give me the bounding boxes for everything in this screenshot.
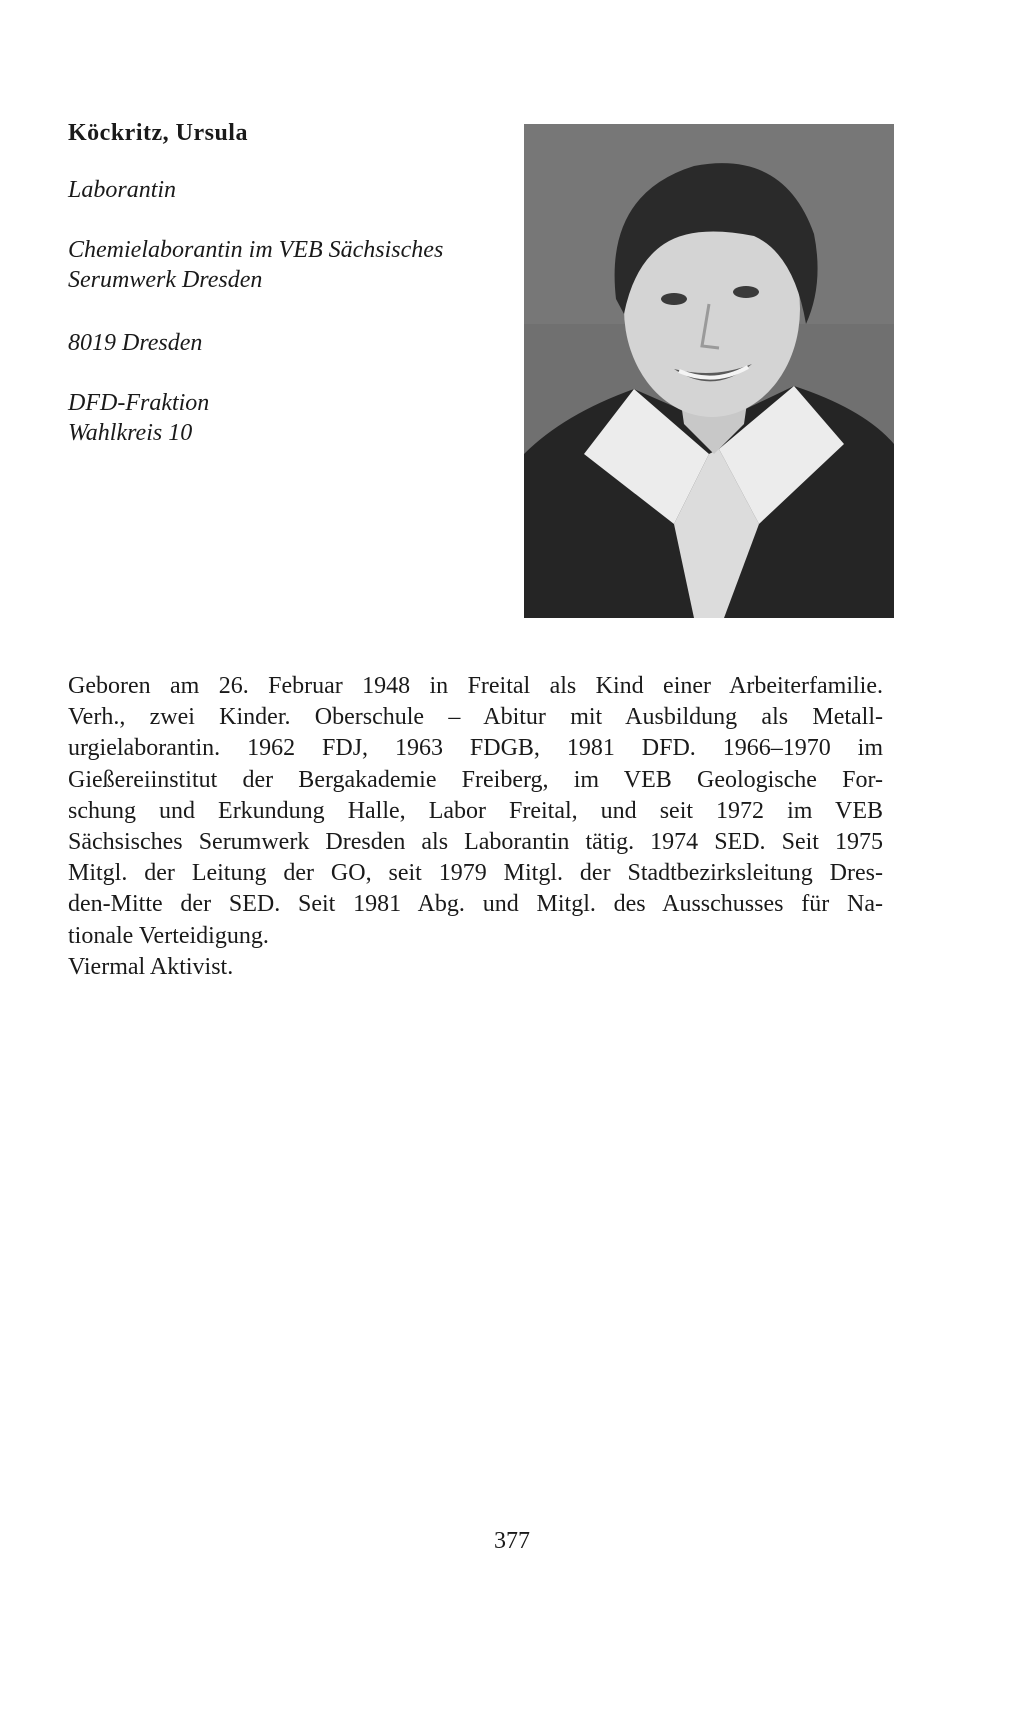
faction: DFD-Fraktion bbox=[68, 390, 210, 416]
biography-line: tionale Verteidigung. bbox=[68, 922, 269, 949]
occupation: Laborantin bbox=[68, 177, 177, 203]
biography-line: schung und Erkundung Halle, Labor Freital, und seit 1972 im VEB bbox=[68, 797, 883, 824]
portrait-photo bbox=[524, 124, 894, 618]
biography-line: Viermal Aktivist. bbox=[68, 953, 234, 980]
workplace-line: Serumwerk Dresden bbox=[68, 267, 263, 293]
constituency: Wahlkreis 10 bbox=[68, 420, 193, 446]
biography-line: Sächsisches Serumwerk Dresden als Laborantin tätig. 1974 SED. Seit 1975 bbox=[68, 829, 883, 856]
biography bbox=[68, 671, 883, 983]
biography-line: urgielaborantin. 1962 FDJ, 1963 FDGB, 1981 DFD. 1966–1970 im bbox=[68, 735, 883, 762]
workplace-line: Chemielaborantin im VEB Sächsisches bbox=[68, 237, 444, 263]
person-name: Köckritz, Ursula bbox=[68, 120, 248, 146]
portrait-illustration bbox=[524, 124, 894, 618]
faction-block bbox=[68, 388, 498, 448]
biography-line: Verh., zwei Kinder. Oberschule – Abitur mit Ausbildung als Metall- bbox=[68, 704, 883, 731]
biography-line: Mitgl. der Leitung der GO, seit 1979 Mitgl. der Stadtbezirksleitung Dres- bbox=[68, 860, 883, 887]
page-number: 377 bbox=[494, 1528, 530, 1554]
biography-line: Gießereiinstitut der Bergakademie Freiberg, im VEB Geologische For- bbox=[68, 766, 883, 793]
biography-line: den-Mitte der SED. Seit 1981 Abg. und Mitgl. des Ausschusses für Na- bbox=[68, 891, 883, 918]
workplace bbox=[68, 235, 498, 295]
biography-line: Geboren am 26. Februar 1948 in Freital als Kind einer Arbeiterfamilie. bbox=[68, 673, 883, 699]
city: 8019 Dresden bbox=[68, 330, 203, 356]
